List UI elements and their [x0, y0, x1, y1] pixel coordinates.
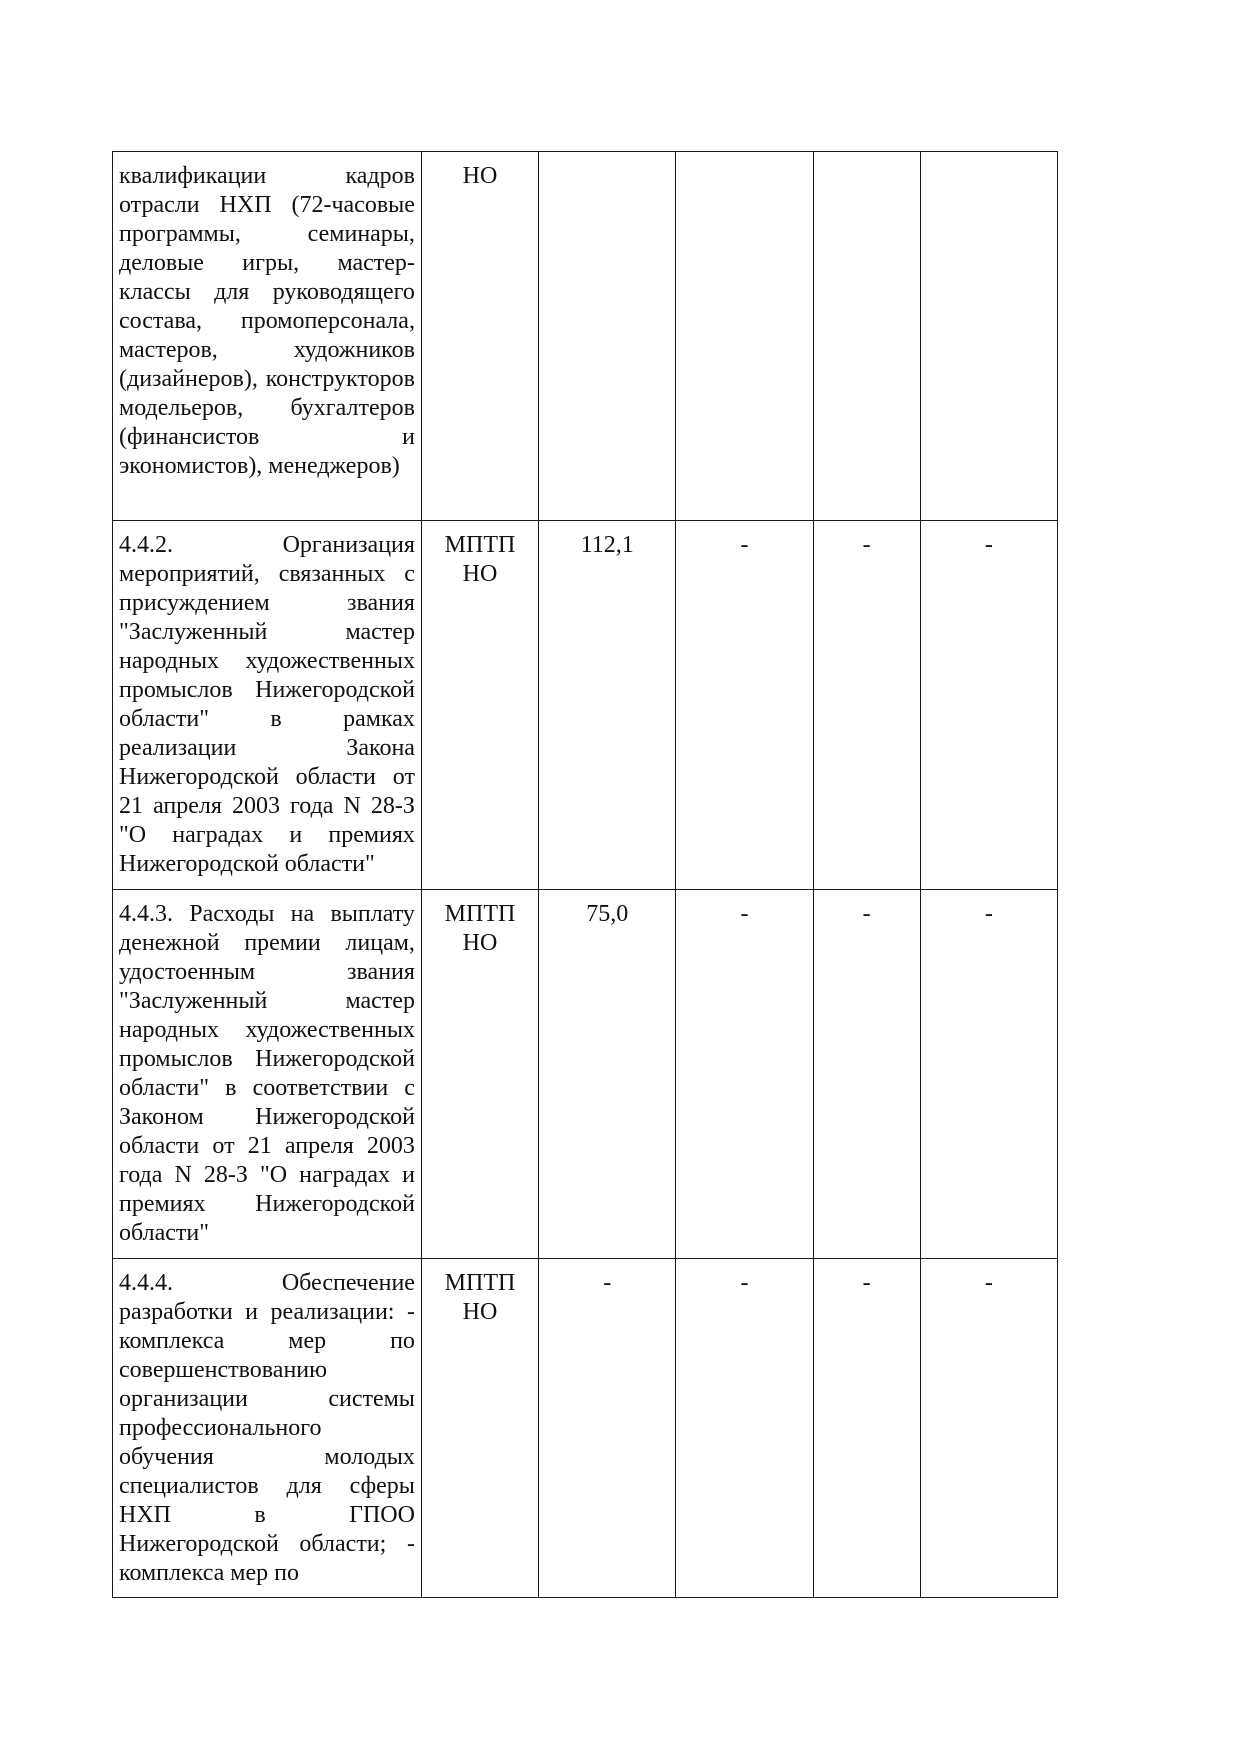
- activity-description-cell: [113, 152, 422, 521]
- value-cell-4: [920, 890, 1057, 1259]
- value-cell-3: [813, 152, 920, 521]
- value-cell-4: [920, 152, 1057, 521]
- value-4: -: [984, 532, 993, 558]
- value-cell-3: [813, 1259, 920, 1598]
- value-cell-2: [676, 152, 813, 521]
- activity-description-cell: [113, 521, 422, 890]
- executor-line: МПТП: [444, 901, 516, 927]
- executor-cell: [421, 1259, 538, 1598]
- table-row: [113, 152, 1058, 521]
- activity-description: квалификации кадров отрасли НХП (72-часовые программы, семинары, деловые игры, мастер-классы для руководящего состава, промоперсонала, мастеров, художников (дизайнеров), конструкторов модельеров, бухгалтеров (финансистов и экономистов), менеджеров): [119, 163, 415, 479]
- value-cell-4: [920, 521, 1057, 890]
- value-cell-2: [676, 1259, 813, 1598]
- activity-description-cell: [113, 890, 422, 1259]
- value-cell-1: [539, 152, 676, 521]
- executor-line: МПТП: [444, 532, 516, 558]
- executor-cell: [421, 890, 538, 1259]
- program-activities-table: [112, 151, 1058, 1598]
- table-row: [113, 890, 1058, 1259]
- value-cell-1: [539, 521, 676, 890]
- activity-description: 4.4.2. Организация мероприятий, связанных с присуждением звания "Заслуженный мастер народных художественных промыслов Нижегородской области" в рамках реализации Закона Нижегородской области от 21 апреля 2003 года N 28-З "О наградах и премиях Нижегородской области": [119, 532, 415, 877]
- value-2: -: [740, 1270, 749, 1296]
- value-1: 75,0: [586, 901, 629, 927]
- value-cell-1: [539, 1259, 676, 1598]
- activity-description-cell: [113, 1259, 422, 1598]
- value-2: -: [740, 901, 749, 927]
- value-cell-2: [676, 521, 813, 890]
- value-4: -: [984, 1270, 993, 1296]
- value-cell-2: [676, 890, 813, 1259]
- value-cell-3: [813, 521, 920, 890]
- value-2: -: [740, 532, 749, 558]
- executor-line: НО: [462, 561, 498, 587]
- executor-line: НО: [462, 163, 498, 189]
- activity-description: 4.4.3. Расходы на выплату денежной премии лицам, удостоенным звания "Заслуженный мастер народных художественных промыслов Нижегородской области" в соответствии с Законом Нижегородской области от 21 апреля 2003 года N 28-З "О наградах и премиях Нижегородской области": [119, 901, 415, 1246]
- value-1: 112,1: [580, 532, 634, 558]
- executor-line: НО: [462, 930, 498, 956]
- executor-line: МПТП: [444, 1270, 516, 1296]
- value-3: -: [862, 901, 871, 927]
- table-row: [113, 1259, 1058, 1598]
- activity-description: 4.4.4. Обеспечение разработки и реализации: - комплекса мер по совершенствованию организации системы профессионального обучения молодых специалистов для сферы НХП в ГПОО Нижегородской области; - комплекса мер по: [119, 1270, 415, 1586]
- value-3: -: [862, 532, 871, 558]
- value-4: -: [984, 901, 993, 927]
- value-cell-4: [920, 1259, 1057, 1598]
- executor-cell: [421, 521, 538, 890]
- table-row: [113, 521, 1058, 890]
- value-3: -: [862, 1270, 871, 1296]
- value-1: -: [603, 1270, 612, 1296]
- executor-cell: [421, 152, 538, 521]
- value-cell-3: [813, 890, 920, 1259]
- executor-line: НО: [462, 1299, 498, 1325]
- value-cell-1: [539, 890, 676, 1259]
